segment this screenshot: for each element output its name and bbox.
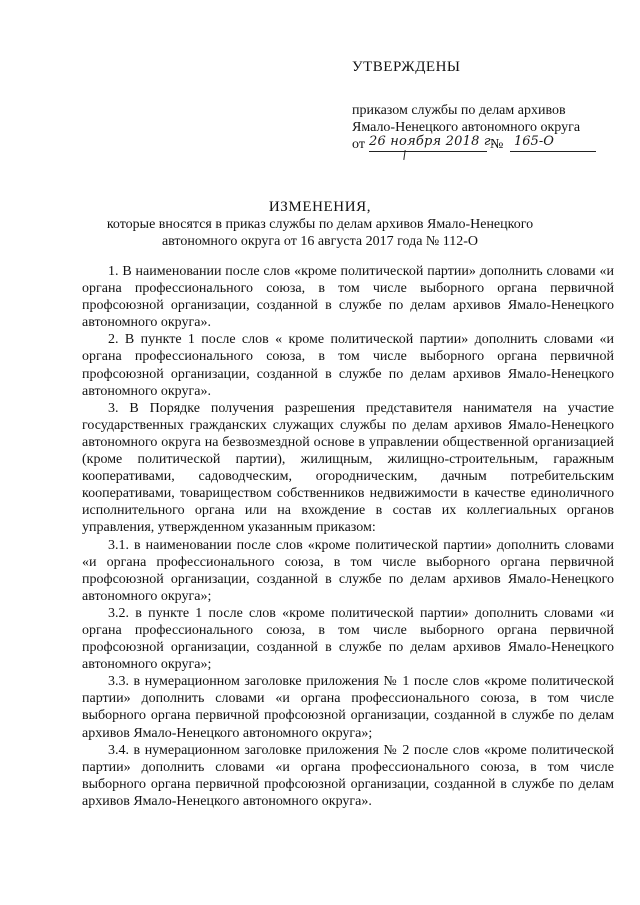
handwritten-number: 165-О bbox=[514, 134, 554, 149]
paragraph-3-2: 3.2. в пункте 1 после слов «кроме политической партии» дополнить словами «и органа профессионального союза, в том числе выборного органа первичной профсоюзной организации, созданной в службе по делам архивов Ямало-Ненецкого автономного округа»; bbox=[82, 605, 614, 673]
approval-order-line: приказом службы по делам архивов bbox=[352, 103, 566, 118]
paragraph-3-1: 3.1. в наименовании после слов «кроме политической партии» дополнить словами «и органа профессионального союза, в том числе выборного органа первичной профсоюзной организации, созданной в службе по делам архивов Ямало-Ненецкого автономного округа»; bbox=[82, 537, 614, 604]
pen-stroke-mark bbox=[403, 150, 405, 160]
document-body bbox=[82, 263, 614, 810]
document-heading bbox=[0, 198, 640, 250]
paragraph-1: 1. В наименовании после слов «кроме политической партии» дополнить словами «и органа профессионального союза, в том числе выборного органа первичной профсоюзной организации, созданной в службе по делам архивов Ямало-Ненецкого автономного округа». bbox=[82, 264, 614, 331]
handwritten-date: 26 ноября 2018 г. bbox=[369, 134, 495, 149]
from-label: от bbox=[352, 137, 365, 152]
paragraph-3-4: 3.4. в нумерационном заголовке приложения № 2 после слов «кроме политической партии» дополнить словами «и органа профессионального союза, в том числе выборного органа первичной профсоюзной организации, созданной в службе по делам архивов Ямало-Ненецкого автономного округа». bbox=[82, 742, 614, 809]
handwritten-date-field bbox=[369, 134, 495, 152]
paragraph-2: 2. В пункте 1 после слов « кроме политической партии» дополнить словами «и органа профессионального союза, в том числе выборного органа первичной профсоюзной организации, созданной в службе по делам архивов Ямало-Ненецкого автономного округа». bbox=[82, 332, 614, 399]
paragraph-3-3: 3.3. в нумерационном заголовке приложения № 1 после слов «кроме политической партии» дополнить словами «и органа профессионального союза, в том числе выборного органа первичной профсоюзной организации, созданной в службе по делам архивов Ямало-Ненецкого автономного округа»; bbox=[82, 674, 614, 741]
approval-block bbox=[352, 58, 612, 158]
approval-date-number-row bbox=[352, 136, 612, 158]
handwritten-number-field bbox=[510, 134, 596, 152]
document-title: ИЗМЕНЕНИЯ, bbox=[268, 199, 372, 215]
approval-region-line: Ямало-Ненецкого автономного округа bbox=[352, 120, 581, 135]
paragraph-3: 3. В Порядке получения разрешения представителя нанимателя на участие государственных гражданских служащих службы по делам архивов Ямало-Ненецкого автономного округа на безвозмездной основе в управлении общественной организацией (кроме политической партии), жилищным, жилищно-строительным, гаражным кооперативами, садоводческим, огородническим, дачным потребительским кооперативами, товариществом собственников недвижимости в качестве единоличного исполнительного органа или на вхождение в состав их коллегиальных органов управления, утвержденном указанным приказом: bbox=[82, 400, 614, 536]
approval-title: УТВЕРЖДЕНЫ bbox=[352, 59, 461, 75]
number-label: № bbox=[490, 137, 504, 152]
document-subtitle-line-1: которые вносятся в приказ службы по делам архивов Ямало-Ненецкого bbox=[106, 217, 534, 232]
document-subtitle-line-2: автономного округа от 16 августа 2017 года № 112-О bbox=[161, 234, 479, 249]
